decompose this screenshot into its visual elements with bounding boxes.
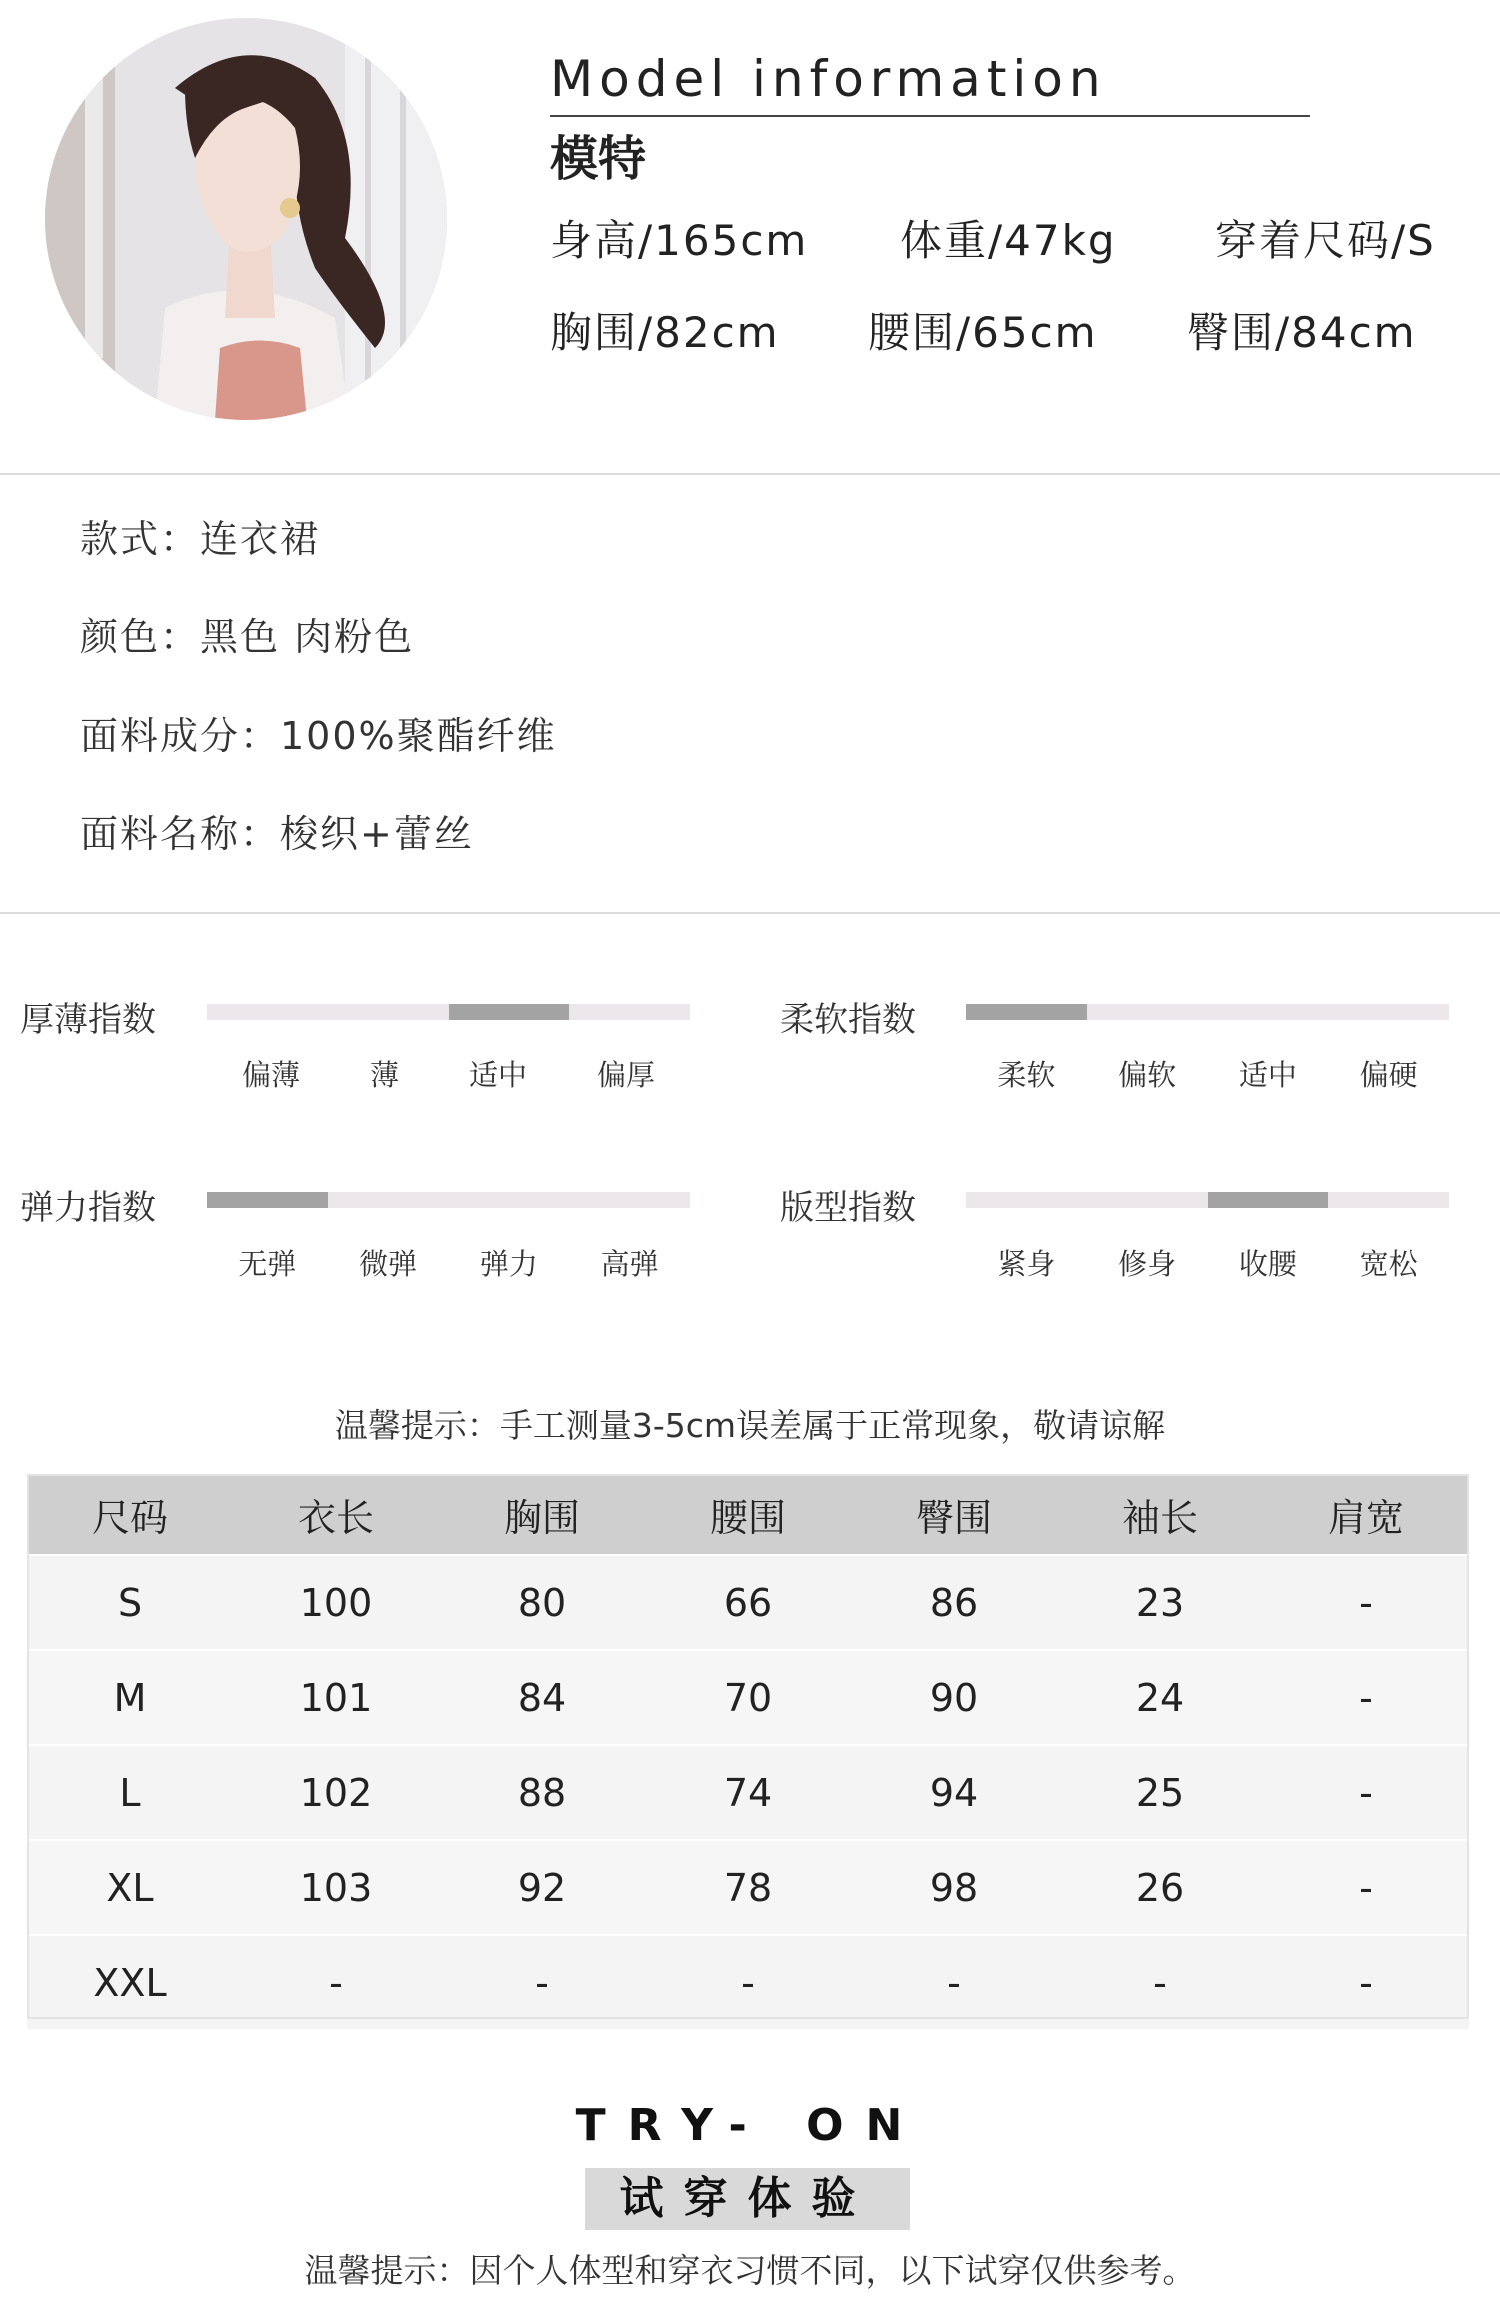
table-row xyxy=(27,1650,1469,1745)
size-table-header: 腰围 xyxy=(645,1474,851,1555)
model-waist: 腰围/65cm xyxy=(868,308,1098,357)
index-label: 适中 xyxy=(1238,1058,1297,1092)
fit-index-bar xyxy=(966,1192,1449,1208)
table-cell: - xyxy=(1263,1555,1469,1650)
size-table-header-row xyxy=(27,1474,1469,1555)
softness-index-bar xyxy=(966,1004,1449,1020)
table-cell: XXL xyxy=(27,1935,233,2029)
index-label: 偏薄 xyxy=(241,1058,300,1092)
table-cell: 74 xyxy=(645,1745,851,1840)
index-label: 收腰 xyxy=(1238,1247,1297,1281)
table-cell: 23 xyxy=(1057,1555,1263,1650)
table-cell: 90 xyxy=(851,1650,1057,1745)
table-cell: L xyxy=(27,1745,233,1840)
table-cell: - xyxy=(1263,1745,1469,1840)
table-cell: - xyxy=(1263,1935,1469,2029)
tryon-title-en: TRY- ON xyxy=(575,2100,925,2151)
index-label: 无弹 xyxy=(238,1247,297,1281)
model-size: 穿着尺码/S xyxy=(1215,216,1436,265)
table-cell: - xyxy=(851,1935,1057,2029)
table-cell: - xyxy=(439,1935,645,2029)
table-cell: 26 xyxy=(1057,1840,1263,1935)
index-label: 弹力 xyxy=(479,1247,538,1281)
table-cell: - xyxy=(233,1935,439,2029)
elasticity-index-labels xyxy=(207,1242,690,1283)
elasticity-index-bar xyxy=(207,1192,690,1208)
model-info-title-cn: 模特 xyxy=(550,131,647,187)
size-table-header: 尺码 xyxy=(27,1474,233,1555)
index-label: 高弹 xyxy=(600,1247,659,1281)
size-table-header: 臀围 xyxy=(851,1474,1057,1555)
size-table-header: 衣长 xyxy=(233,1474,439,1555)
elasticity-index-title: 弹力指数 xyxy=(20,1188,156,1228)
attr-color: 颜色：黑色 肉粉色 xyxy=(80,615,415,659)
table-cell: 100 xyxy=(233,1555,439,1650)
table-cell: 103 xyxy=(233,1840,439,1935)
index-label: 柔软 xyxy=(997,1058,1056,1092)
model-weight: 体重/47kg xyxy=(900,216,1117,265)
index-label: 紧身 xyxy=(997,1247,1056,1281)
softness-index-labels xyxy=(966,1053,1449,1094)
table-cell: 80 xyxy=(439,1555,645,1650)
index-label: 偏厚 xyxy=(596,1058,655,1092)
fit-index-title: 版型指数 xyxy=(780,1188,916,1228)
attr-composition: 面料成分：100%聚酯纤维 xyxy=(80,714,557,758)
model-height: 身高/165cm xyxy=(550,216,809,265)
thickness-index-labels xyxy=(207,1053,690,1094)
table-cell: - xyxy=(1263,1840,1469,1935)
thickness-index-marker xyxy=(449,1004,570,1020)
index-label: 偏软 xyxy=(1118,1058,1177,1092)
table-row xyxy=(27,1840,1469,1935)
fit-index-marker xyxy=(1208,1192,1329,1208)
table-cell: 101 xyxy=(233,1650,439,1745)
table-cell: - xyxy=(645,1935,851,2029)
index-label: 宽松 xyxy=(1359,1247,1418,1281)
model-info-title-en: Model information xyxy=(550,50,1107,108)
table-cell: S xyxy=(27,1555,233,1650)
size-table-header: 胸围 xyxy=(439,1474,645,1555)
index-label: 微弹 xyxy=(359,1247,418,1281)
table-cell: 94 xyxy=(851,1745,1057,1840)
title-underline xyxy=(550,115,1310,117)
index-label: 薄 xyxy=(369,1058,399,1092)
fit-index-labels xyxy=(966,1242,1449,1283)
size-table-header: 肩宽 xyxy=(1263,1474,1469,1555)
table-cell: 92 xyxy=(439,1840,645,1935)
tryon-title-cn: 试穿体验 xyxy=(585,2168,910,2230)
table-cell: - xyxy=(1263,1650,1469,1745)
thickness-index-bar xyxy=(207,1004,690,1020)
table-cell: 98 xyxy=(851,1840,1057,1935)
size-table xyxy=(27,1474,1469,2029)
softness-index-marker xyxy=(966,1004,1087,1020)
table-cell: 102 xyxy=(233,1745,439,1840)
model-photo xyxy=(45,18,447,420)
table-cell: 86 xyxy=(851,1555,1057,1650)
table-cell: XL xyxy=(27,1840,233,1935)
table-row xyxy=(27,1935,1469,2029)
softness-index-title: 柔软指数 xyxy=(780,1000,916,1040)
table-cell: 78 xyxy=(645,1840,851,1935)
table-cell: 66 xyxy=(645,1555,851,1650)
index-label: 修身 xyxy=(1118,1247,1177,1281)
table-cell: - xyxy=(1057,1935,1263,2029)
index-label: 适中 xyxy=(468,1058,527,1092)
table-cell: 70 xyxy=(645,1650,851,1745)
model-portrait-illustration xyxy=(45,18,447,420)
table-cell: 24 xyxy=(1057,1650,1263,1745)
attr-fabric: 面料名称：梭织+蕾丝 xyxy=(80,812,474,856)
model-bust: 胸围/82cm xyxy=(550,308,780,357)
table-cell: M xyxy=(27,1650,233,1745)
divider xyxy=(0,473,1500,475)
table-cell: 25 xyxy=(1057,1745,1263,1840)
measurement-tip: 温馨提示：手工测量3-5cm误差属于正常现象，敬请谅解 xyxy=(334,1406,1166,1445)
index-label: 偏硬 xyxy=(1359,1058,1418,1092)
table-cell: 88 xyxy=(439,1745,645,1840)
attr-style: 款式：连衣裙 xyxy=(80,517,321,561)
elasticity-index-marker xyxy=(207,1192,328,1208)
model-hips: 臀围/84cm xyxy=(1187,308,1417,357)
table-row xyxy=(27,1555,1469,1650)
tryon-tip: 温馨提示：因个人体型和穿衣习惯不同，以下试穿仅供参考。 xyxy=(304,2251,1196,2290)
divider xyxy=(0,912,1500,914)
table-row xyxy=(27,1745,1469,1840)
thickness-index-title: 厚薄指数 xyxy=(20,1000,156,1040)
size-table-header: 袖长 xyxy=(1057,1474,1263,1555)
table-cell: 84 xyxy=(439,1650,645,1745)
